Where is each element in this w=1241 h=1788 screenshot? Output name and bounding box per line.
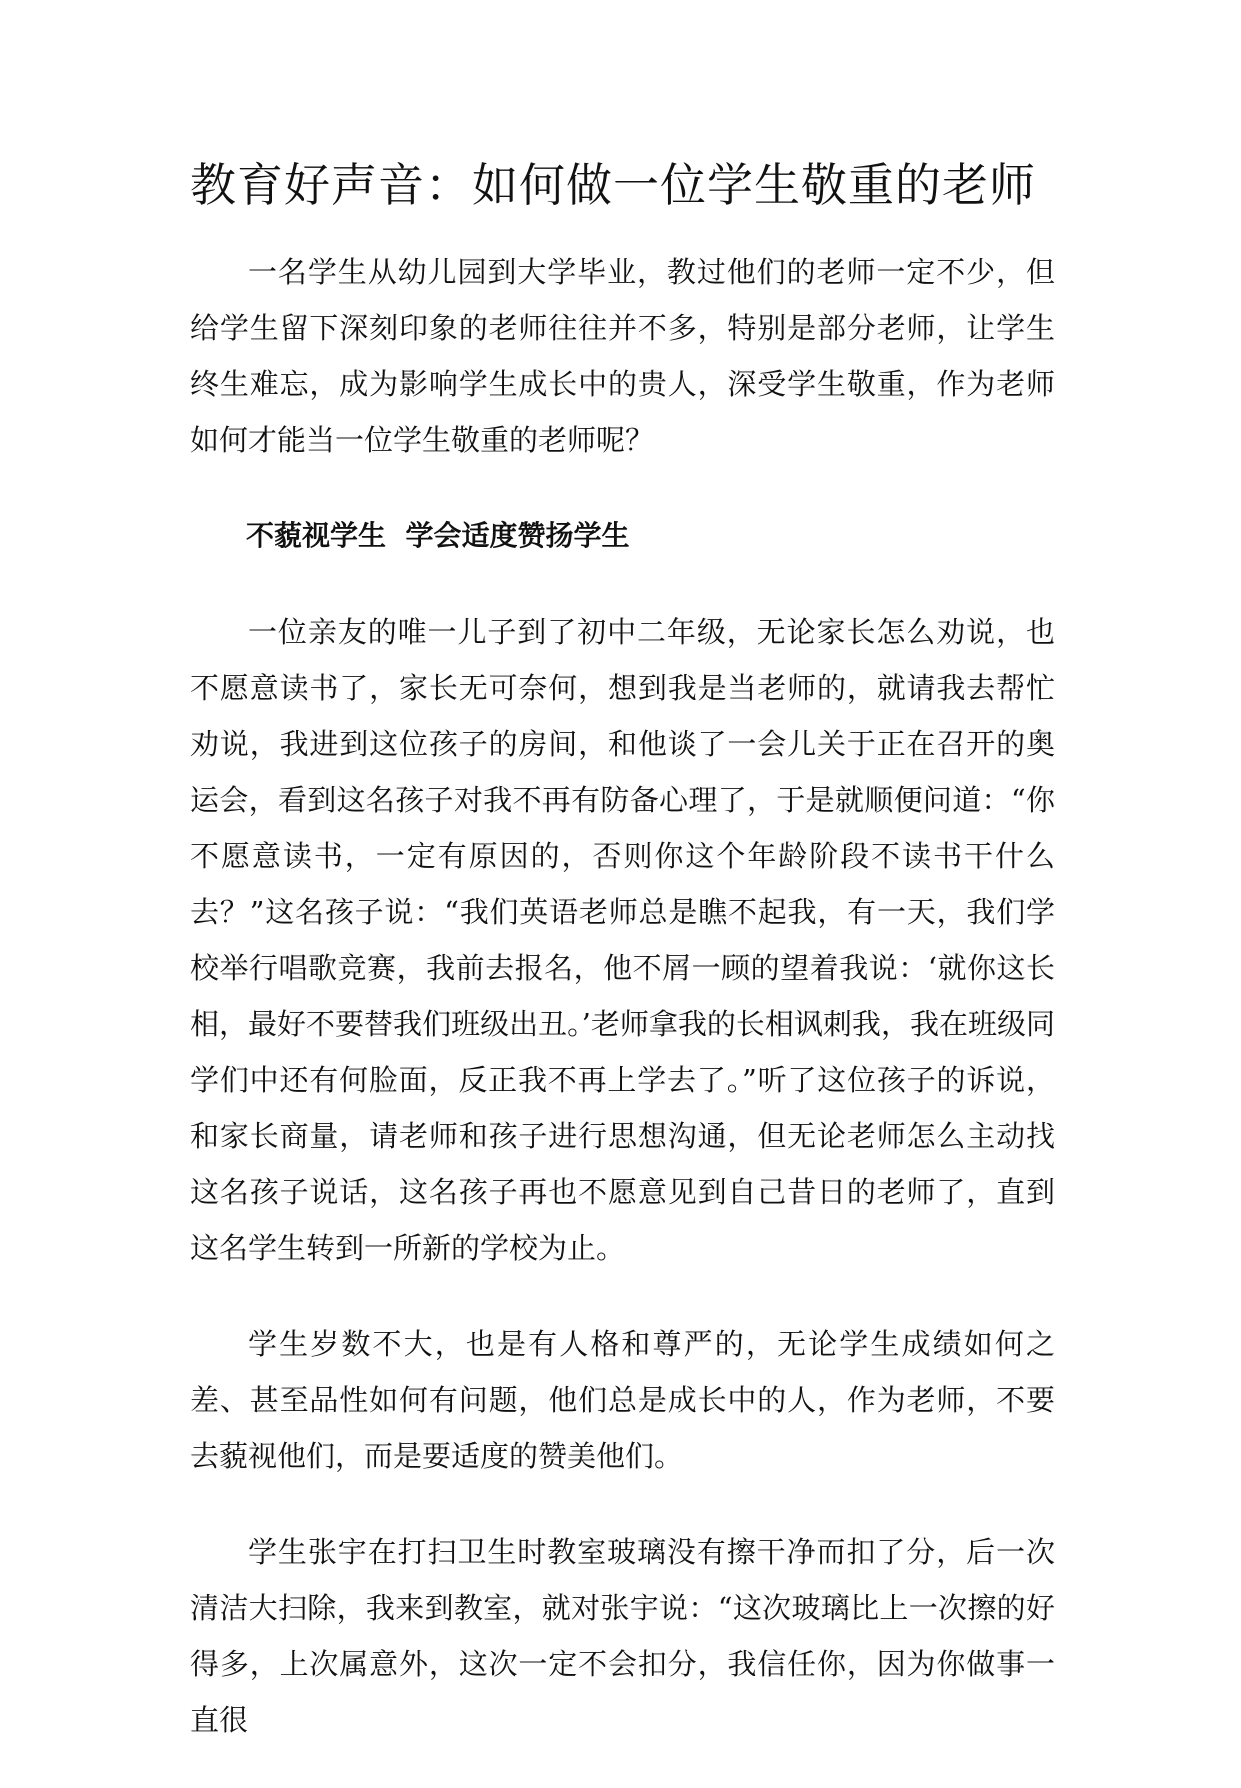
document-title: 教育好声音：如何做一位学生敬重的老师	[190, 158, 1036, 212]
story-paragraph: 一位亲友的唯一儿子到了初中二年级，无论家长怎么劝说，也不愿意读书了，家长无可奈何，想到我是当老师的，就请我去帮忙劝说，我进到这位孩子的房间，和他谈了一会儿关于正在召开的奥运会，看到这名孩子对我不再有防备心理了，于是就顺便问道：“你不愿意读书，一定有原因的，否则你这个年龄阶段不读书干什么去？”这名孩子说：“我们英语老师总是瞧不起我，有一天，我们学校举行唱歌竞赛，我前去报名，他不屑一顾的望着我说：‘就你这长相，最好不要替我们班级出丑。’老师拿我的长相讽刺我，我在班级同学们中还有何脸面，反正我不再上学去了。”听了这位孩子的诉说，和家长商量，请老师和孩子进行思想沟通，但无论老师怎么主动找这名孩子说话，这名孩子再也不愿意见到自己昔日的老师了，直到这名学生转到一所新的学校为止。	[190, 615, 1055, 1265]
dignity-paragraph: 学生岁数不大，也是有人格和尊严的，无论学生成绩如何之差、甚至品性如何有问题，他们总是成长中的人，作为老师，不要去藐视他们，而是要适度的赞美他们。	[190, 1327, 1055, 1473]
zhangyu-paragraph: 学生张宇在打扫卫生时教室玻璃没有擦干净而扣了分，后一次清洁大扫除，我来到教室，就对张宇说：“这次玻璃比上一次擦的好得多，上次属意外，这次一定不会扣分，我信任你，因为你做事一直很	[190, 1535, 1055, 1737]
document-page	[190, 150, 1055, 1788]
intro-paragraph: 一名学生从幼儿园到大学毕业，教过他们的老师一定不少，但给学生留下深刻印象的老师往往并不多，特别是部分老师，让学生终生难忘，成为影响学生成长中的贵人，深受学生敬重，作为老师如何才能当一位学生敬重的老师呢？	[190, 255, 1055, 457]
section-heading: 不藐视学生 学会适度赞扬学生	[246, 519, 630, 552]
